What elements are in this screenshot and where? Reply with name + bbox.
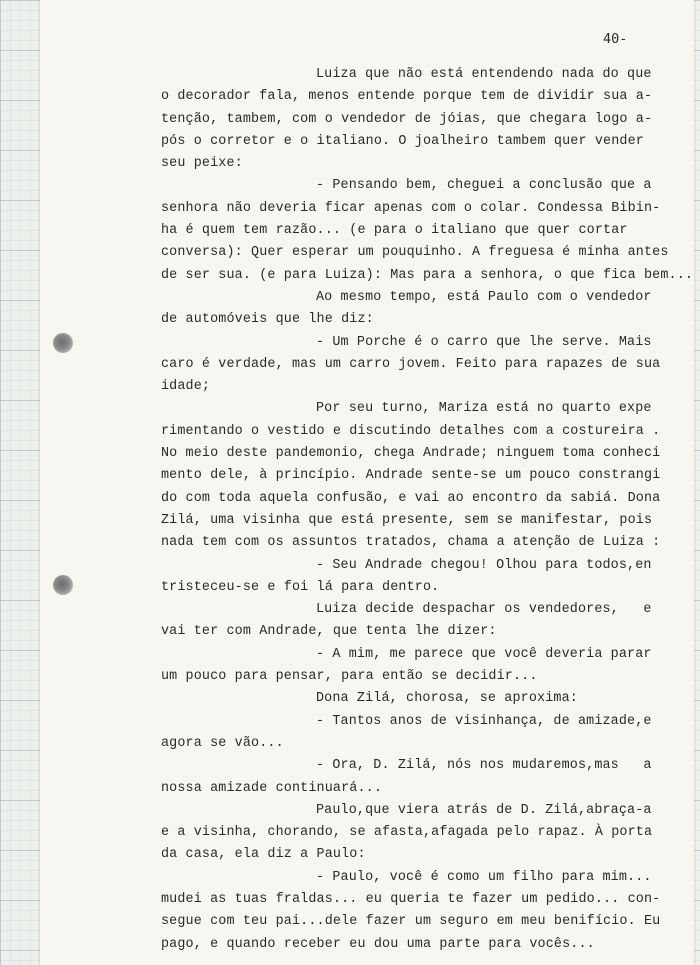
punch-hole-top — [53, 333, 73, 353]
text-line: - Um Porche é o carro que lhe serve. Mais — [316, 334, 652, 350]
text-line: Paulo,que viera atrás de D. Zilá,abraça-a — [316, 802, 652, 818]
text-line: conversa): Quer esperar um pouquinho. A freguesa é minha antes — [161, 245, 669, 261]
text-line: tristeceu-se e foi lá para dentro. — [161, 579, 440, 595]
text-line: mudei as tuas fraldas... eu queria te fazer um pedido... con- — [161, 891, 661, 907]
text-line: tenção, tambem, com o vendedor de jóias, que chegara logo a- — [161, 111, 653, 127]
text-line: um pouco para pensar, para então se decidir... — [161, 669, 538, 685]
punch-hole-bottom — [53, 575, 73, 595]
text-line: idade; — [161, 379, 211, 395]
text-line: Zilá, uma visinha que está presente, sem se manifestar, pois — [161, 512, 653, 528]
text-line: Por seu turno, Mariza está no quarto expe — [316, 401, 652, 417]
text-line: - Paulo, você é como um filho para mim... — [316, 869, 652, 885]
text-line: - A mim, me parece que você deveria parar — [316, 646, 652, 662]
text-line: o decorador fala, menos entende porque tem de dividir sua a- — [161, 89, 653, 105]
text-line: Luiza que não está entendendo nada do que — [316, 67, 652, 82]
text-line: da casa, ela diz a Paulo: — [161, 847, 366, 863]
text-line: e a visinha, chorando, se afasta,afagada pelo rapaz. À porta — [161, 825, 653, 841]
text-line: de ser sua. (e para Luiza): Mas para a senhora, o que fica bem... — [161, 267, 694, 283]
text-line: vai ter com Andrade, que tenta lhe dizer: — [161, 624, 497, 640]
text-line: nossa amizade continuará... — [161, 780, 383, 796]
text-line: Luiza decide despachar os vendedores, e — [316, 602, 652, 618]
text-line: senhora não deveria ficar apenas com o colar. Condessa Bibin- — [161, 200, 661, 216]
text-line: rimentando o vestido e discutindo detalhes com a costureira . — [161, 423, 661, 439]
text-line: mento dele, à princípio. Andrade sente-se um pouco constrangi — [161, 468, 661, 484]
text-line: - Pensando bem, cheguei a conclusão que a — [316, 178, 652, 194]
text-line: - Ora, D. Zilá, nós nos mudaremos,mas a — [316, 758, 652, 774]
page-number: 40- — [603, 31, 628, 47]
text-line: nada tem com os assuntos tratados, chama a atenção de Luiza : — [161, 535, 661, 551]
text-line: Ao mesmo tempo, está Paulo com o vendedor — [316, 289, 652, 305]
body-text — [161, 64, 694, 956]
text-line: - Tantos anos de visinhança, de amizade,e — [316, 713, 652, 729]
text-line: caro é verdade, mas um carro jovem. Feito para rapazes de sua — [161, 356, 661, 372]
text-line: No meio deste pandemonio, chega Andrade; ninguem toma conheci — [161, 446, 661, 462]
text-line: segue com teu pai...dele fazer um seguro em meu benifício. Eu — [161, 914, 661, 930]
text-line: Dona Zilá, chorosa, se aproxima: — [316, 691, 578, 707]
text-line: seu peixe: — [161, 156, 243, 172]
text-line: ha é quem tem razão... (e para o italiano que quer cortar — [161, 223, 628, 239]
text-line: de automóveis que lhe diz: — [161, 312, 374, 328]
text-line: pós o corretor e o italiano. O joalheiro tambem quer vender — [161, 133, 644, 149]
text-line: do com toda aquela confusão, e vai ao encontro da sabiá. Dona — [161, 490, 661, 506]
text-line: pago, e quando receber eu dou uma parte para vocês... — [161, 936, 595, 952]
text-line: agora se vão... — [161, 735, 284, 751]
text-line: - Seu Andrade chegou! Olhou para todos,en — [316, 557, 652, 573]
